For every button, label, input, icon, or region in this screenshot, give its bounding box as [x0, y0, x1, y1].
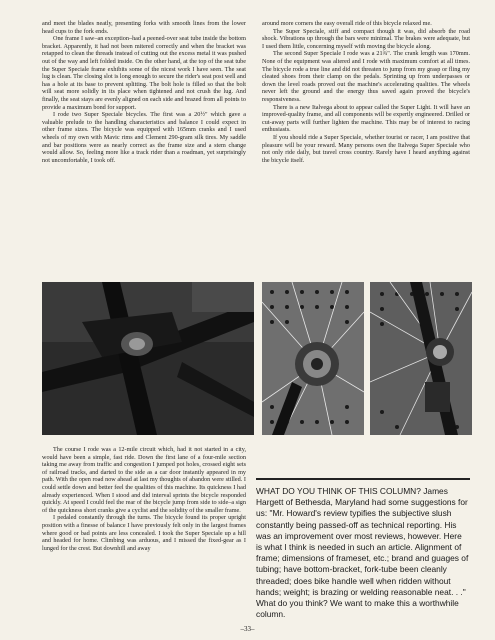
- photo-rear-derailleur: [370, 282, 472, 435]
- article-column-top-left: [42, 20, 246, 272]
- box-top-rule: [256, 478, 470, 480]
- paragraph: The course I rode was a 12-mile circuit which, had it not started in a city, would have been a simple, fast ride. Down the first lane of a four-mile section taking me away from traffic and congestion I jumped pot holes, crossed eight sets of railroad tracks, and darted to the side as a car door instantly appeared in my path. With the open road now ahead at last my thoughts of abandon were stilled. I could settle down and better feel the qualities of this machine. Its quickness I had already experienced. When I stood and did interval sprints the bicycle responded quickly. At speed I could feel the rear of the bicycle jump from side to side–a sign of the quickness short cranks give a cyclist and the solidity of the smaller frame.: [42, 446, 246, 514]
- paragraph: If you should ride a Super Speciale, whether tourist or racer, I am positive that pleasure will be your reward. Many persons own the Italvega Super Speciale who not only ride daily, but travel cross country. Rarely have I heard anything against the bicycle itself.: [262, 133, 470, 164]
- photo-seat-lug: [42, 282, 254, 435]
- box-heading: WHAT DO YOU THINK OF THIS COLUMN?: [256, 486, 424, 496]
- reader-feedback-box: [256, 486, 470, 620]
- paragraph: There is a new Italvega about to appear called the Super Light. It will have an improved-quality frame, and all components will be expertly engineered. Drilled or cut-away parts will further lighten the machine. This may be of interest to racing enthusiasts.: [262, 103, 470, 134]
- paragraph: I rode two Super Speciale bicycles. The first was a 20½" which gave a valuable prelude to the handling characteristics and balance I could expect in other frame sizes. The bicycle was equipped with 165mm cranks and I used wheels of my own with Mavic rims and Clement 290-gram silk tires. My saddle and bar positions were as nearly correct as the frame size and a stem change would allow. So, feeling more like a track rider than a roadman, yet surprisingly not uncomfortable, I took off.: [42, 111, 246, 164]
- paragraph: One frame I saw–an exception–had a peened-over seat tube inside the bottom bracket. Apparently, it had not been mitered correctly and when the bracket was retapped to clean the threads instead of cutting out the excess metal it was pushed out of the way and left folded inside. On the other hand, at the top of the seat tube the Super Speciale frame exhibits some of the nicest work I have seen. The seat lug is clean. The closing slot is long enough to secure the rider's seat post well and has a hole at its base to prevent splitting. The bolt hole is filled so that the bolt will seat more solidly in its place when tightened and not crush the lug. And finally, the seat stays are evenly aligned on each side and brazed from all points to provide a maximum bond for support.: [42, 35, 246, 111]
- article-column-top-right: [262, 20, 470, 268]
- box-body: James Hargett of Bethesda, Maryland had some suggestions for us: "Mr. Howard's review typifies the subjective slush constantly being passed-off as technical reporting. His was an improvement over most reviews, however. Here is what I think is needed in such an article. Alignment of frame; dimensions of frameset, etc.; brand and guages of tubing; have bottom-bracket, fork-tube been cleanly threaded; does bike handle well when ridden without hands; weight; is brazing or welding reasonable neat. . ." What do you think? We want to make this a worthwhile column.: [256, 486, 469, 620]
- paragraph: The second Super Speciale I rode was a 21¾". The crank length was 170mm. None of the equipment was altered and I rode with maximum comfort at all times. The bicycle rode a true line and did not threaten to jump from my grasp or fling my cleated shoes from their clamp on the pedals. Sprinting up from underpasses or down the level roads proved out the machine's accelerating qualities. The wheels never left the ground and the energy thus saved again proved the bicycle's responsiveness.: [262, 50, 470, 103]
- article-column-bottom-left: [42, 446, 246, 618]
- page-number: –33–: [240, 625, 255, 633]
- paragraph: and meet the blades neatly, presenting forks with smooth lines from the lower head cups to the fork ends.: [42, 20, 246, 35]
- paragraph: I pedaled constantly through the turns. The bicycle found its proper upright position with a finesse of balance I have previously felt only in the largest frames where good or bad points are less concealed. I took the Super Speciale up a hill and headed for home. Climbing was arduous, and I missed the fixed-gear as I lunged for the crest. But downhill and away: [42, 514, 246, 552]
- photo-rear-hub: [262, 282, 364, 435]
- paragraph: around more corners the easy overall ride of this bicycle relaxed me.: [262, 20, 432, 27]
- paragraph: The Super Speciale, stiff and compact though it was, did absorb the road shock. Vibrations up through the bars were minimal. The brakes were adequate, but I used them little, concerning myself with moving the bicycle along.: [262, 27, 470, 50]
